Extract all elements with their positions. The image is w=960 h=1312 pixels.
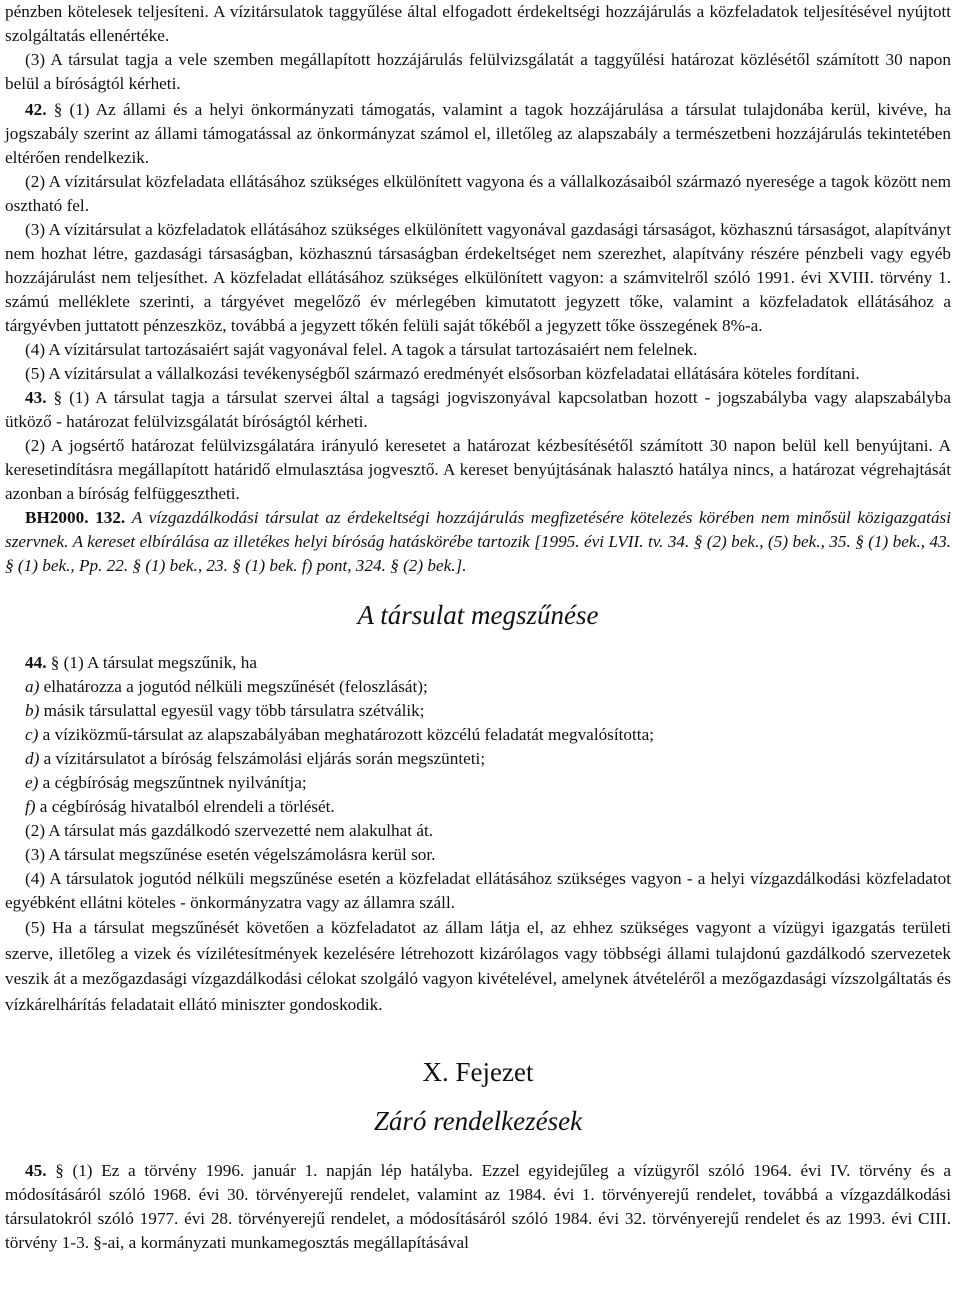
list-item-letter: c): [25, 725, 39, 744]
section-44-5: (5) Ha a társulat megszűnését követően a közfeladatot az állam látja el, az ehhez szükséges vagyont a vízügyi igazgatás területi szerve, illetőleg a vizek és vízilétesítmények kezelésére létrehozott kizárólagos vagy többségi állami tulajdonú gazdálkodó szervezetek veszik át a mezőgazdasági vízgazdálkodási célokat szolgáló vagyon kivételével, amelynek átvételéről a mezőgazdasági vízszolgáltatás és vízkárelhárítás feladatait ellátó miniszter gondoskodik.: [5, 918, 951, 1014]
section-42-4: (4) A vízitársulat tartozásaiért saját vagyonával felel. A tagok a társulat tartozásaiért nem felelnek.: [25, 340, 698, 359]
paragraph-41-3: (3) A társulat tagja a vele szemben megállapított hozzájárulás felülvizsgálatát a taggyűlési határozat közlésétől számított 30 napon belül a bíróságtól kérheti.: [5, 50, 951, 93]
section-42-3: (3) A vízitársulat a közfeladatok ellátásához szükséges elkülönített vagyonával gazdasági társaságot, közhasznú társaságot, alapítványt nem hozhat létre, gazdasági társaságban, közhasznú társaságban érdekeltséget nem szerezhet, alapítvány részére pénzbeli vagy egyéb hozzájárulást nem teljesíthet. A közfeladat ellátásához szükséges elkülönített vagyon: a számvitelről szóló 1991. évi XVIII. törvény 1. számú melléklete szerinti, a tárgyévet megelőző év mérlegében kimutatott jegyzett tőke, valamint a közfeladatok ellátásához a tárgyévben juttatott pénzeszköz, továbbá a jegyzett tőkén felüli saját tőkéből a jegyzett tőke összegének 8%-a.: [5, 220, 951, 335]
section-text: § (1) A társulat tagja a társulat szervei által a tagsági jogviszonyával kapcsolatban hozott - jogszabályba vagy alapszabályba ütköző - határozat felülvizsgálatát bíróságtól kérheti.: [5, 388, 952, 431]
section-42-1: [5, 98, 951, 170]
section-44-2: (2) A társulat más gazdálkodó szervezetté nem alakulhat át.: [25, 821, 434, 840]
section-44-3: (3) A társulat megszűnése esetén végelszámolásra kerül sor.: [25, 845, 436, 864]
document-page: [5, 0, 951, 1255]
heading-zaro: Záró rendelkezések: [373, 1106, 583, 1136]
section-text: § (1) Ez a törvény 1996. január 1. napján lép hatályba. Ezzel egyidejűleg a vízügyről szóló 1964. évi IV. törvény és a módosításáról szóló 1968. évi 30. törvényerejű rendelet, valamint az 1984. évi 1. törvényerejű rendelet, továbbá a vízgazdálkodási társulatokról szóló 1977. évi 28. törvényerejű rendelet, a módosításáról szóló 1984. évi 32. törvényerejű rendelet és az 1993. évi CIII. törvény 1-3. §-ai, a kormányzati munkamegosztás megállapításával: [5, 1161, 951, 1252]
list-item: [5, 771, 951, 795]
section-number: 44.: [25, 653, 47, 672]
section-44-4: (4) A társulatok jogutód nélküli megszűnése esetén a közfeladat ellátásához szükséges vagyon - a helyi vízgazdálkodási közfeladatot egyébként ellátni köteles - önkormányzatra vagy az államra száll.: [5, 869, 951, 912]
list-item-text: másik társulattal egyesül vagy több társulatra szétválik;: [39, 701, 425, 720]
list-item-letter: f): [25, 797, 36, 816]
list-item-text: a cégbíróság megszűntnek nyilvánítja;: [38, 773, 307, 792]
list-item-letter: a): [25, 677, 40, 696]
section-42-5: (5) A vízitársulat a vállalkozási tevékenységből származó eredményét elsősorban közfeladatai ellátására köteles fordítani.: [25, 364, 860, 383]
list-item: [5, 699, 951, 723]
list-item-letter: e): [25, 773, 39, 792]
section-text: § (1) A társulat megszűnik, ha: [50, 653, 257, 672]
heading-megszunes: A társulat megszűnése: [357, 600, 599, 630]
court-decision-note: [5, 506, 951, 578]
list-item: [5, 723, 951, 747]
list-item-text: a cégbíróság hivatalból elrendeli a törlését.: [35, 797, 335, 816]
list-item: [5, 675, 951, 699]
court-decision-text: A vízgazdálkodási társulat az érdekeltségi hozzájárulás megfizetésére kötelezés körében nem minősül közigazgatási szervnek. A kereset elbírálása az illetékes helyi bíróság hatáskörébe tartozik [1995. évi LVII. tv. 34. § (2) bek., (5) bek., 35. § (1) bek., 43. § (1) bek., Pp. 22. § (1) bek., 23. § (1) bek. f) pont, 324. § (2) bek.].: [5, 508, 951, 575]
list-item: [5, 747, 951, 771]
list-item-text: a víziközmű-társulat az alapszabályában meghatározott közcélú feladatát megvalósította;: [38, 725, 654, 744]
list-item-text: a vízitársulatot a bíróság felszámolási eljárás során megszünteti;: [39, 749, 486, 768]
section-44-list: [5, 675, 951, 819]
section-45-1: [5, 1159, 951, 1255]
paragraph-continuation: pénzben kötelesek teljesíteni. A vízitársulatok taggyűlése által elfogadott érdekeltségi hozzájárulás a közfeladatok teljesítésével nyújtott szolgáltatás ellenértéke.: [5, 2, 951, 45]
list-item-text: elhatározza a jogutód nélküli megszűnését (feloszlását);: [39, 677, 428, 696]
list-item-letter: d): [25, 749, 40, 768]
section-43-2: (2) A jogsértő határozat felülvizsgálatára irányuló keresetet a határozat kézbesítésétől számított 30 napon belül kell benyújtani. A keresetindításra megállapított határidő elmulasztása jogvesztő. A kereset benyújtásának halasztó hatálya nincs, a határozat végrehajtását azonban a bíróság felfüggesztheti.: [5, 436, 951, 503]
section-number: 42.: [25, 100, 47, 119]
list-item-letter: b): [25, 701, 40, 720]
list-item: [5, 795, 951, 819]
section-number: 43.: [25, 388, 47, 407]
court-decision-ref: BH2000. 132.: [25, 508, 126, 527]
section-44-1: [5, 651, 951, 675]
section-text: § (1) Az állami és a helyi önkormányzati támogatás, valamint a tagok hozzájárulása a társulat tulajdonába kerül, kivéve, ha jogszabály szerint az állami támogatással az önkormányzat számol el, illetőleg az alapszabály a természetbeni hozzájárulás tekintetében eltérően rendelkezik.: [5, 100, 952, 167]
section-43-1: [5, 386, 951, 434]
section-number: 45.: [25, 1161, 47, 1180]
chapter-title: X. Fejezet: [422, 1057, 534, 1087]
section-42-2: (2) A vízitársulat közfeladata ellátásához szükséges elkülönített vagyona és a vállalkozásaiból származó nyeresége a tagok között nem osztható fel.: [5, 172, 951, 215]
